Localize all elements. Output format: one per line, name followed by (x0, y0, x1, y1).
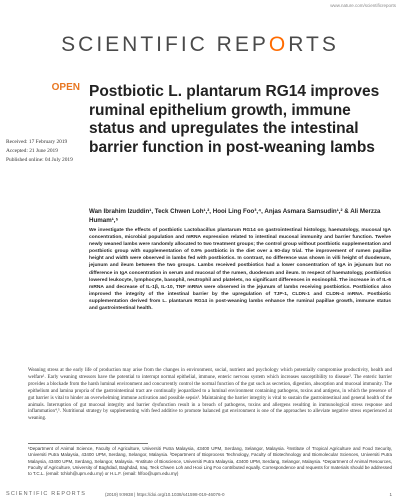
affiliations: ¹Department of Animal Science, Faculty of Agriculture, Universiti Putra Malaysia, 43400 UPM, Serdang, Selangor, Malaysia. ²Institute of Tropical Agriculture and Food Security, Universiti Putra Malaysia, 43400 UPM, Serdang, Selangor, Malaysia. ³Department of Bioprocess Technology, Faculty of Biotechnology and Biomolecular Sciences, Universiti Putra Malaysia, 43400 UPM, Serdang, Selangor, Malaysia. ⁴Institute of Bioscience, Universiti Putra Malaysia, 43400 UPM, Serdang, Selangor, Malaysia. ⁵Department of Animal Resources, Faculty of Agriculture, University of Baghdad, Baghdad, Iraq. Teck Chwen Loh and Hooi Ling Foo contributed equally. Correspondence and requests for materials should be addressed to T.C.L. (email: tchloh@upm.edu.my) or H.L.F. (email: hlfoo@upm.edu.my) (28, 446, 392, 477)
page-footer (0, 491, 400, 500)
published-date: Published online: 04 July 2019 (6, 157, 73, 163)
publication-dates (6, 138, 73, 165)
received-date: Received: 17 February 2019 (6, 139, 68, 145)
affiliation-divider (28, 443, 148, 444)
footer-journal: SCIENTIFIC REPORTS (6, 491, 87, 497)
page-number: 1 (389, 492, 392, 497)
journal-name-part2: RTS (288, 33, 339, 56)
footer-doi[interactable]: (2019) 9:9938 | https://doi.org/10.1038/s41598-019-46076-0 (105, 492, 225, 497)
journal-header (0, 0, 400, 55)
introduction-text: Weaning stress at the early life of production may arise from the changes in environment, social, nutrient and psychology which potentially compromise productivity, health and welfare¹. Early weaning stressors have the potential to interrupt normal epithelial, immune, enteric nervous system which increases susceptibility to disease². The enteric barrier provides a blockade from the harsh luminal environment and concurrently control the normal function of the gut such as secretion, digestion, absorption and mucosal immunity. The epithelium and lamina propria of the gastrointestinal tract are continually jeopardized to a luminal environment containing pathogens, toxins and antigens, in which the presence of gut barrier is vital to hinder an overwhelming immune activation and possible sepsis³. Maintaining the barrier integrity is vital to sustain the gastrointestinal and general health of the animals. Interruption of gut mucosal integrity and barrier dysfunction result in a breach of pathogens, toxins and allergens resulting in immunological stress response and inflammation⁴,⁵. Nutritional strategy by supplementing with feed additive to promote balanced gut environment is one of the approaches to alleviate negative stress experienced at weaning. (28, 368, 392, 422)
journal-name-o: O (268, 33, 289, 56)
abstract: We investigate the effects of postbiotic Lactobacillus plantarum RG14 on gastrointestinal histology, haematology, mucosal IgA concentration, microbial population and mRNA expression related to intestinal mucosal immunity and barrier function. Twelve newly weaned lambs were randomly allocated to two treatment groups; the control group without postbiotic supplementation and postbiotic group with supplementation of 0.9% postbiotic in the diet over a 60-day trial. The improvement of rumen papillae height and width were observed in lambs fed with postbiotics. In contrast, no difference was shown in villi height of duodenum, jejunum and ileum between the two groups. Lambs received postbiotics had a lower concentration of IgA in jejunum but no difference in IgA concentration in serum and mucosal of the rumen, duodenum and ileum. In respect of haematology, postbiotics lowered leukocyte, lymphocyte, basophil, neutrophil and platelets, no significant differences in eosinophil. The increase in of IL-6 mRNA and decrease of IL-1β, IL-10, TNF mRNA were observed in the jejunum of lambs receiving postbiotics. Postbiotics also improved the integrity of the intestinal barrier by the upregulation of TJP-1, CLDN-1 and CLDN-4 mRNA. Postbiotic supplementation derived from L. plantarum RG14 in post-weaning lambs enhance the ruminal papillae growth, immune status and gastrointestinal health. (89, 228, 391, 312)
accepted-date: Accepted: 21 June 2019 (6, 148, 58, 154)
journal-name-part1: SCIENTIFIC REP (61, 33, 269, 56)
author-list[interactable]: Wan Ibrahim Izuddin¹, Teck Chwen Loh¹,², Hooi Ling Foo³,⁴, Anjas Asmara Samsudin¹,² & Ali Merzza Humam¹,⁵ (89, 208, 381, 224)
open-access-badge: OPEN (51, 82, 80, 93)
journal-url[interactable]: www.nature.com/scientificreports (330, 3, 396, 8)
journal-masthead (0, 33, 400, 57)
article-title: Postbiotic L. plantarum RG14 improves ruminal epithelium growth, immune status and upregulates the intestinal barrier function in post-weaning lambs (89, 83, 380, 156)
